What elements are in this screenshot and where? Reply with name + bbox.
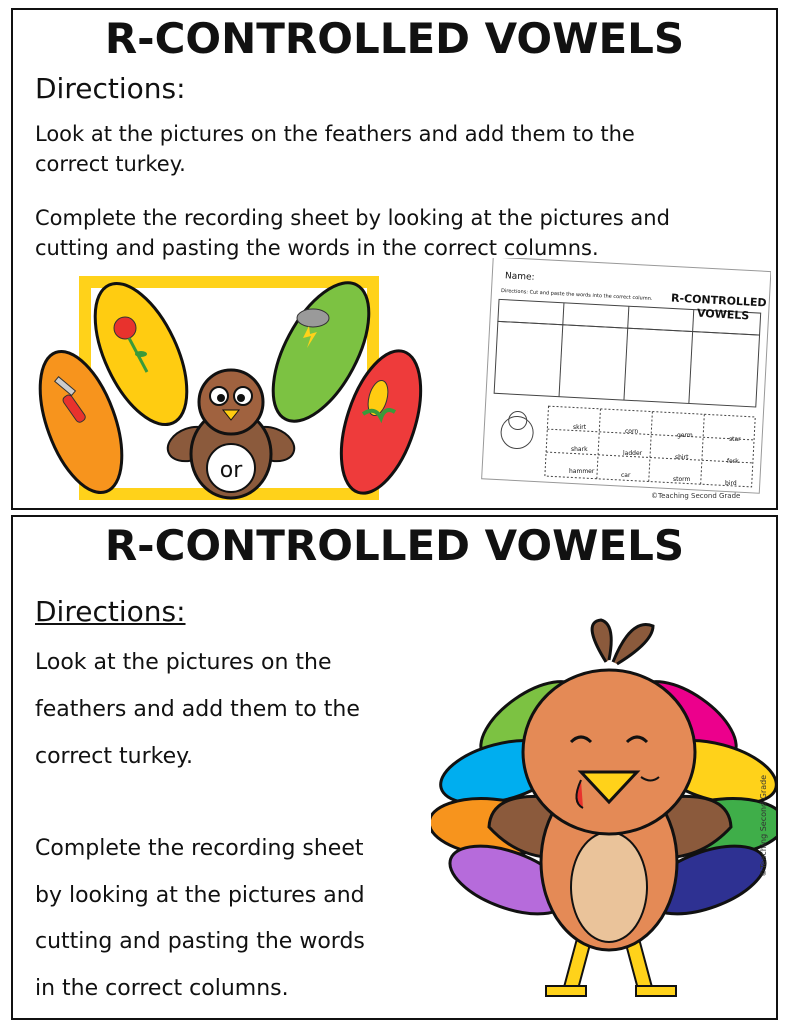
word-star: star	[729, 436, 741, 443]
word-corn: corn	[625, 428, 639, 435]
rainbow-turkey-icon	[431, 612, 777, 1017]
word-fork: fork	[727, 458, 739, 465]
word-shark: shark	[571, 446, 588, 453]
worksheet-title-line-1: R-CONTROLLED	[670, 291, 767, 310]
paragraph-1-line-2: correct turkey.	[35, 152, 186, 176]
card-title: R-CONTROLLED VOWELS	[104, 521, 685, 570]
directions-label: Directions:	[35, 595, 186, 628]
worksheet-name-label: Name:	[504, 271, 535, 283]
instruction-line: Complete the recording sheet	[35, 836, 364, 861]
worksheet-directions: Directions: Cut and paste the words into the correct column.	[500, 288, 653, 302]
paragraph-2-line-1: Complete the recording sheet by looking at the pictures and	[35, 206, 670, 230]
worksheet-credit: ©Teaching Second Grade	[651, 492, 741, 500]
paragraph-1-line-1: Look at the pictures on the feathers and add them to the	[35, 122, 635, 146]
card-title: R-CONTROLLED VOWELS	[104, 14, 685, 63]
instruction-line: correct turkey.	[35, 744, 194, 769]
word-hammer: hammer	[569, 468, 595, 475]
instruction-line: Look at the pictures on the	[35, 650, 332, 675]
turkey-sorting-mat-illustration	[23, 272, 453, 504]
worksheet-title-line-2: VOWELS	[696, 306, 750, 323]
word-skirt: skirt	[573, 424, 587, 431]
word-shirt: shirt	[675, 454, 689, 461]
instruction-line: cutting and pasting the words	[35, 929, 365, 954]
vertical-credit: ©Teaching Second Grade	[759, 774, 768, 877]
word-ladder: ladder	[623, 450, 643, 457]
word-storm: storm	[673, 476, 691, 483]
instruction-line: in the correct columns.	[35, 976, 289, 1001]
directions-label: Directions:	[35, 72, 186, 105]
paragraph-2-line-2: cutting and pasting the words in the correct columns.	[35, 236, 599, 260]
turkey-vowel-label: or	[219, 458, 243, 483]
task-card-top	[11, 8, 778, 510]
word-car: car	[621, 472, 631, 479]
instruction-line: by looking at the pictures and	[35, 883, 365, 908]
word-germ: germ	[677, 432, 693, 439]
word-bird: bird	[725, 480, 737, 487]
instruction-line: feathers and add them to the	[35, 697, 360, 722]
recording-sheet-thumbnail	[475, 258, 771, 502]
task-card-bottom	[11, 515, 778, 1020]
